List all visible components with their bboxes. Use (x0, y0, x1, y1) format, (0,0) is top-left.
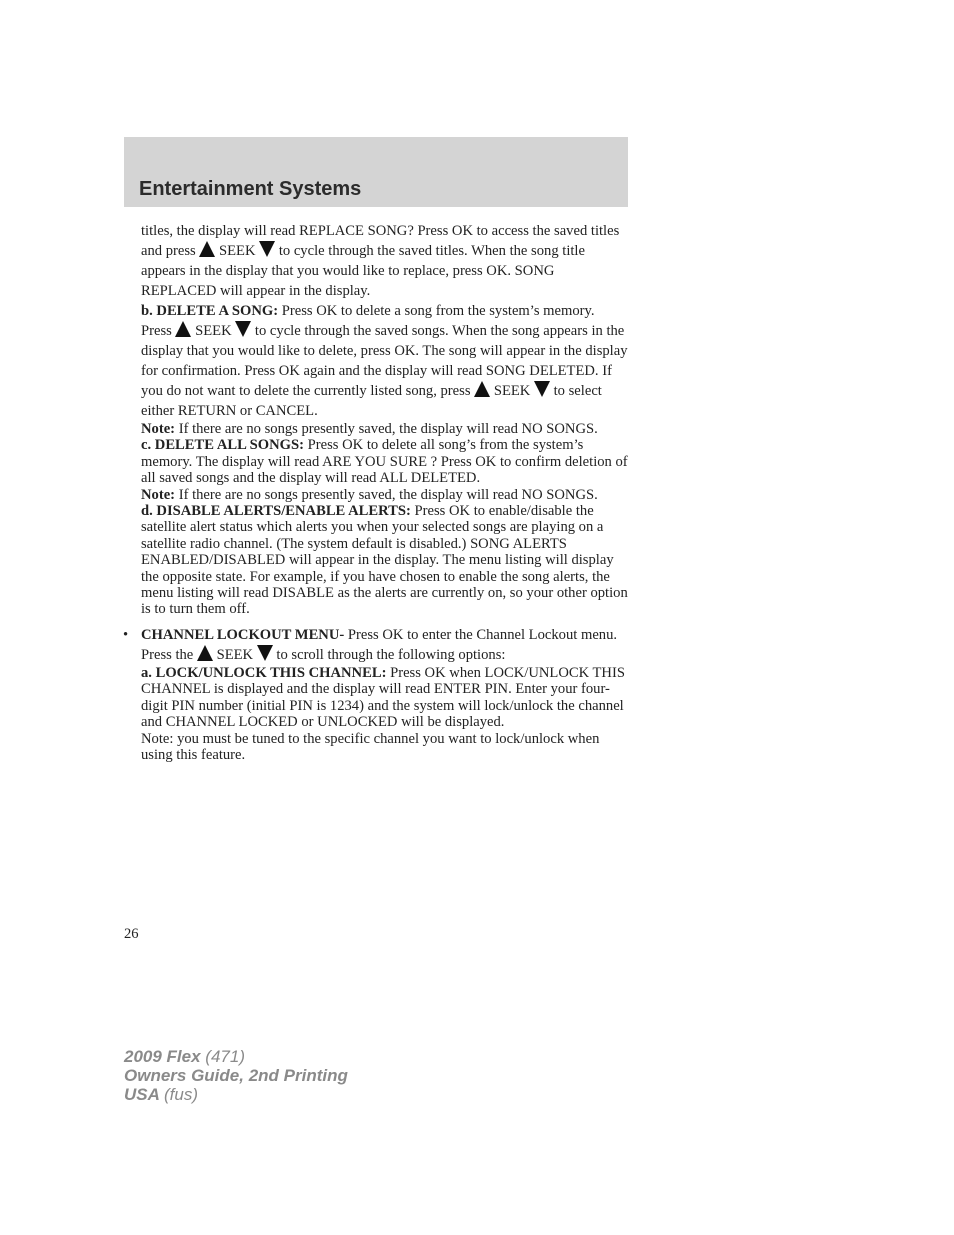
note-no-songs-2: Note: If there are no songs presently saved, the display will read NO SONGS. (141, 486, 598, 503)
footer-line-1: 2009 Flex (471) (124, 1047, 245, 1066)
paragraph-replace-song: titles, the display will read REPLACE SONG? Press OK to access the saved titles and press SEEK to cycle through the saved titles. When the song title appears in the display that you would like to replace, press OK. SONG REPLACED will appear in the display. (141, 223, 620, 299)
paragraph-delete-all-songs: c. DELETE ALL SONGS: Press OK to delete all song’s from the system’s memory. The display will read ARE YOU SURE ? Press OK to confirm deletion of all saved songs and the display will read ALL DELETED. (141, 437, 628, 487)
bullet-channel-lockout: • CHANNEL LOCKOUT MENU- Press OK to enter the Channel Lockout menu. Press the SEEK to scroll through the following options: (123, 626, 618, 663)
delete-song-label: b. DELETE A SONG: (141, 303, 279, 319)
paragraph-lock-unlock: a. LOCK/UNLOCK THIS CHANNEL: Press OK when LOCK/UNLOCK THIS CHANNEL is displayed and the display will read ENTER PIN. Enter your four-digit PIN number (initial PIN is 1234) and the system will lock/unlock the channel and CHANNEL LOCKED or UNLOCKED will be displayed. (141, 664, 625, 731)
seek-up-icon (197, 645, 213, 661)
final-note: Note: you must be tuned to the specific channel you want to lock/unlock when using this feature. (141, 730, 600, 763)
seek-down-icon (257, 645, 273, 661)
bullet-icon: • (123, 626, 129, 643)
footer-line-3: USA (fus) (124, 1085, 198, 1104)
note-no-songs-1: Note: If there are no songs presently saved, the display will read NO SONGS. (141, 421, 598, 437)
paragraph-delete-song: b. DELETE A SONG: Press OK to delete a song from the system’s memory. Press SEEK to cycle through the saved songs. When the song appears in the display that you would like to delete, press OK. The song will appear in the display for confirmation. Press OK again and the display will read SONG DELETED. If you do not want to delete the currently listed song, press SEEK to select either RETURN or CANCEL. (141, 303, 628, 419)
paragraph-alerts: d. DISABLE ALERTS/ENABLE ALERTS: Press OK to enable/disable the satellite alert status which alerts you when your selected songs are playing on a satellite radio channel. (The system default is disabled.) SONG ALERTS ENABLED/DISABLED will appear in the display. The menu listing will display the opposite state. For example, if you have chosen to enable the song alerts, the menu listing will read DISABLE as the alerts are currently on, so your other option is to turn them off. (141, 503, 628, 618)
print-footer (124, 1047, 348, 1104)
seek-up-icon (175, 321, 191, 337)
section-header-band (124, 137, 628, 207)
delete-all-label: c. DELETE ALL SONGS: (141, 437, 305, 454)
seek-up-icon (199, 241, 215, 257)
seek-down-icon (534, 381, 550, 397)
seek-down-icon (235, 321, 251, 337)
page-number: 26 (124, 926, 139, 942)
section-title: Entertainment Systems (139, 178, 362, 200)
channel-lockout-label: CHANNEL LOCKOUT MENU- (141, 626, 345, 643)
seek-up-icon (474, 381, 490, 397)
seek-down-icon (259, 241, 275, 257)
footer-line-2: Owners Guide, 2nd Printing (124, 1066, 348, 1085)
alerts-label: d. DISABLE ALERTS/ENABLE ALERTS: (141, 503, 411, 520)
manual-body (123, 221, 628, 763)
lock-unlock-label: a. LOCK/UNLOCK THIS CHANNEL: (141, 664, 387, 681)
